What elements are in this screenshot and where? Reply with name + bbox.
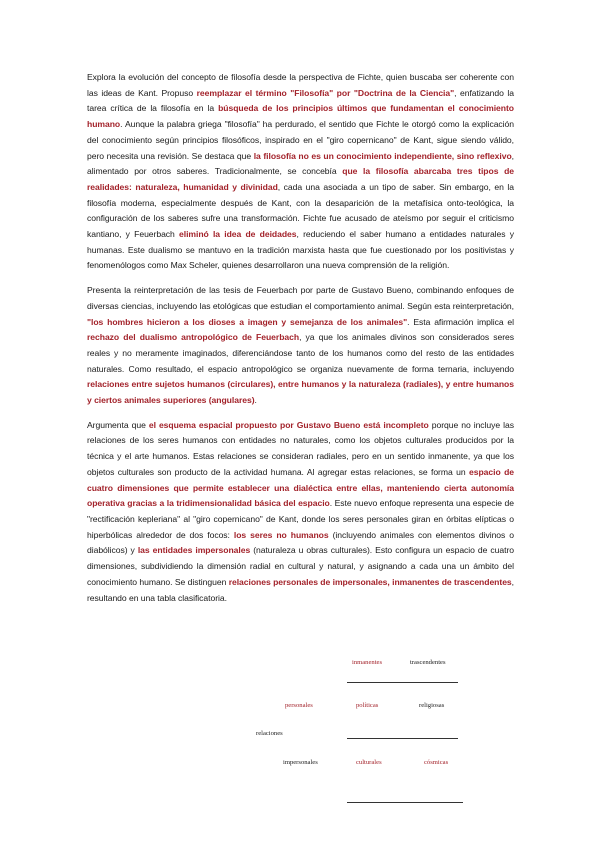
- label-relaciones: relaciones: [256, 730, 283, 737]
- highlighted-text: relaciones personales de impersonales, inmanentes de trascendentes: [228, 576, 512, 587]
- body-text: . Este nuevo enfoque representa una especie de "rectificación kepleriana" al "giro copernicano" de Kant, donde los seres personales giran en órbitas elípticas o hiperbólicas alrededor de dos focos:: [87, 498, 514, 540]
- cell-politicas: políticas: [356, 702, 379, 709]
- highlighted-text: "los hombres hicieron a los dioses a imagen y semejanza de los animales": [87, 316, 408, 327]
- body-text: . Aunque la palabra griega "filosofía" ha perdurado, el sentido que Fichte le otorgó como la explicación del conocimiento según principios filosóficos, inspirado en el "giro copernicano" de Kant, sigue siendo válido, pero necesita una revisión. Se destaca que: [87, 119, 514, 161]
- header-trascendentes: trascendentes: [410, 659, 446, 666]
- highlighted-text: búsqueda de los principios últimos que fundamentan el conocimiento humano: [87, 103, 514, 130]
- row-personales: personales: [285, 702, 313, 709]
- body-text: , alimentado por otros saberes. Tradicionalmente, se concebía: [87, 150, 514, 177]
- body-text: Presenta la reinterpretación de las tesis de Feuerbach por parte de Gustavo Bueno, combinando enfoques de diversas ciencias, incluyendo las etológicas que estudian el comportamiento animal. Según esta reinterpretación,: [87, 285, 514, 311]
- body-text: Argumenta que: [87, 419, 149, 430]
- body-text: porque no incluye las relaciones de los seres humanos con entidades no naturales, como los objetos culturales producidos por la técnica y el arte humanos. Estas relaciones se consideran radiales, pero en un sentido inmanente, ya que los objetos culturales son producto de la actividad humana. Al agregar estas relaciones, se forma un: [87, 419, 514, 477]
- row-impersonales: impersonales: [283, 759, 318, 766]
- body-text: . Esta afirmación implica el: [407, 316, 514, 327]
- table-rule-bottom: [347, 802, 463, 803]
- highlighted-text: que la filosofía abarcaba tres tipos de realidades: naturaleza, humanidad y divinidad: [87, 166, 515, 192]
- highlighted-text: las entidades impersonales: [137, 545, 251, 556]
- body-text: Explora la evolución del concepto de filosofía desde la perspectiva de Fichte, quien buscaba ser coherente con las ideas de Kant. Propuso: [87, 72, 514, 98]
- highlighted-text: eliminó la idea de deidades: [179, 229, 297, 240]
- highlighted-text: reemplazar el término "Filosofía" por "Doctrina de la Ciencia": [196, 87, 455, 98]
- highlighted-text: espacio de cuatro dimensiones que permite establecer una dialéctica entre ellas, manteniendo cierta autonomía operativa gracias a la tridimensionalidad básica del espacio: [87, 466, 514, 509]
- body-text: (incluyendo animales con elementos divinos o diabólicos) y: [87, 529, 514, 556]
- highlighted-text: relaciones entre sujetos humanos (circulares), entre humanos y la naturaleza (radiales), y entre humanos y ciertos animales superiores (angulares): [87, 379, 514, 406]
- body-text: .: [254, 395, 257, 406]
- body-text: (naturaleza u obras culturales). Esto configura un espacio de cuatro dimensiones, subdividiendo la dimensión radial en cultural y natural, y asignando a cada una un ámbito del conocimiento humano. Se distinguen: [87, 545, 514, 587]
- body-text: , resultando en una tabla clasificatoria.: [87, 576, 514, 603]
- body-text: , cada una asociada a un tipo de saber. Sin embargo, en la filosofía moderna, especialmente después de Kant, con la desaparición de la metafísica onto-teológica, la configuración de los saberes sufre una transformación. Fichte fue acusado de ateísmo por seguir el criticismo kantiano, y Feuerbach: [87, 181, 514, 240]
- body-text: , ya que los animales divinos son considerados seres reales y no meramente imaginados, diferenciándose tanto de los humanos como del resto de las entidades naturales. Como resultado, el espacio antropológico se organiza nuevamente de forma ternaria, incluyendo: [87, 332, 515, 374]
- cell-religiosas: religiosas: [419, 702, 445, 709]
- cell-cosmicas: cósmicas: [424, 759, 449, 766]
- header-inmanentes: inmanentes: [352, 659, 383, 666]
- body-text: , enfatizando la tarea crítica de la filosofía en la: [87, 87, 514, 114]
- cell-culturales: culturales: [356, 759, 382, 766]
- highlighted-text: los seres no humanos: [233, 529, 329, 540]
- body-text: , reduciendo el saber humano a entidades naturales y humanas. Este dualismo se mantuvo en la tradición marxista hasta que fue cuestionado por los positivistas y fenomenólogos como Max Scheler, quienes desarrollaron una nueva comprensión de la religión.: [87, 229, 514, 271]
- table-rule-top: [347, 682, 458, 683]
- highlighted-text: el esquema espacial propuesto por Gustavo Bueno está incompleto: [148, 419, 429, 430]
- highlighted-text: la filosofía no es un conocimiento independiente, sino reflexivo: [253, 150, 512, 161]
- table-rule-middle: [347, 738, 458, 739]
- highlighted-text: rechazo del dualismo antropológico de Feuerbach: [87, 332, 300, 343]
